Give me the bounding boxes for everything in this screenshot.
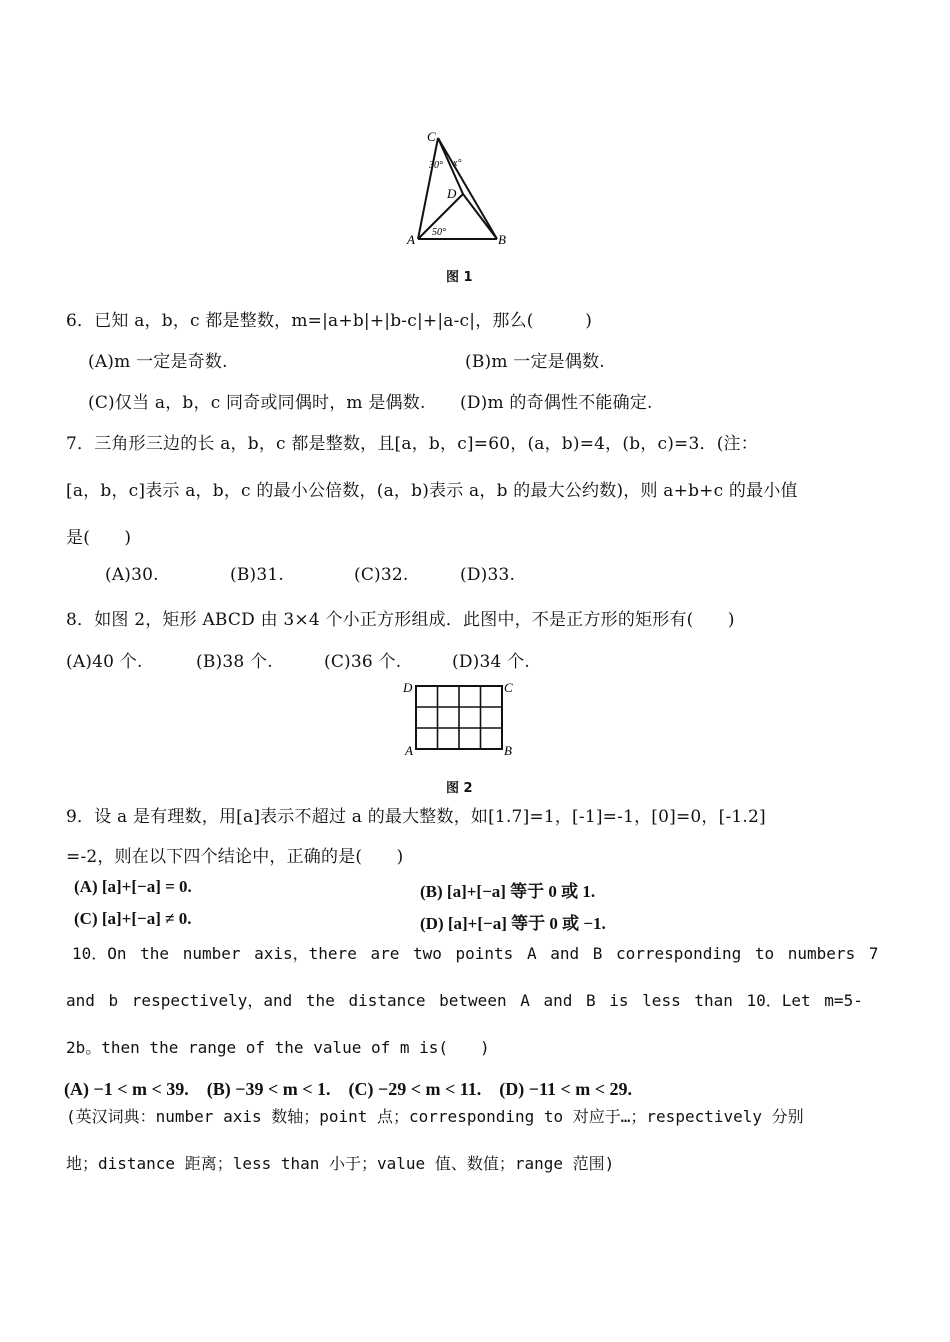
label-angle-x: x° [453,158,462,169]
question-6-option-b: (B)m 一定是偶数. [465,352,605,372]
question-10-line-3: 2b。then the range of the value of m is( ) [66,1038,490,1057]
question-10-glossary-line-1: (英汉词典：number axis 数轴；point 点；corresponding to 对应于…；respectively 分别 [66,1107,804,1126]
question-9-option-b: (B) [a]+[−a] 等于 0 或 1. [420,882,596,901]
segment-ca [418,138,438,239]
question-8-stem: 8．如图 2，矩形 ABCD 由 3×4 个小正方形组成．此图中，不是正方形的矩形有( ) [66,610,735,630]
label-b: B [498,232,506,247]
question-6-option-a: (A)m 一定是奇数. [88,352,228,372]
question-8-option-a: (A)40 个. [66,652,143,672]
question-7-line-3: 是( ) [66,528,132,548]
label-d: D [403,680,413,695]
label-c: C [504,680,513,695]
label-d: D [447,186,457,201]
question-9-option-c: (C) [a]+[−a] ≠ 0. [74,909,192,928]
label-angle-30: 30° [429,160,443,171]
figure-1-triangle-diagram [405,128,525,248]
figure-2-caption: 图 2 [446,781,473,796]
question-7-line-1: 7．三角形三边的长 a，b，c 都是整数，且[a，b，c]=60，(a，b)=4，(b，c)=3．(注： [66,434,758,454]
question-9-line-2: =-2，则在以下四个结论中，正确的是( ) [66,847,404,867]
question-9-option-d: (D) [a]+[−a] 等于 0 或 −1. [420,914,606,933]
question-10-line-2: and b respectively，and the distance between A and B is less than 10．Let m=5- [66,991,863,1010]
question-9-option-a: (A) [a]+[−a] = 0. [74,877,192,896]
question-9-line-1: 9．设 a 是有理数，用[a]表示不超过 a 的最大整数，如[1.7]=1，[-1]=-1，[0]=0，[-1.2] [66,807,766,827]
figure-2-grid-diagram [400,676,525,758]
question-7-option-b: (B)31. [230,565,284,585]
label-a: A [407,232,415,247]
question-8-option-c: (C)36 个. [324,652,402,672]
question-10-line-1: 10．On the number axis，there are two points A and B corresponding to numbers 7 [72,944,879,963]
label-a: A [405,743,413,758]
question-6-option-d: (D)m 的奇偶性不能确定. [460,393,653,413]
segment-db [463,194,497,239]
question-6-option-c: (C)仅当 a，b，c 同奇或同偶时，m 是偶数. [88,393,426,413]
label-c: C [427,129,436,144]
question-7-option-a: (A)30. [105,565,159,585]
question-7-line-2: [a，b，c]表示 a，b，c 的最小公倍数，(a，b)表示 a，b 的最大公约数)，则 a+b+c 的最小值 [66,481,798,501]
label-b: B [504,743,512,758]
question-10-options: (A) −1 < m < 39. (B) −39 < m < 1. (C) −29 < m < 11. (D) −11 < m < 29. [64,1079,633,1099]
question-8-option-d: (D)34 个. [452,652,530,672]
question-10-glossary-line-2: 地；distance 距离；less than 小于；value 值、数值；range 范围) [66,1154,615,1173]
label-angle-50: 50° [432,227,446,238]
question-8-option-b: (B)38 个. [196,652,273,672]
figure-1-caption: 图 1 [446,270,473,285]
question-7-option-c: (C)32. [354,565,409,585]
question-7-option-d: (D)33. [460,565,516,585]
question-6-stem: 6．已知 a，b，c 都是整数，m=|a+b|+|b-c|+|a-c|，那么( ) [66,311,593,331]
